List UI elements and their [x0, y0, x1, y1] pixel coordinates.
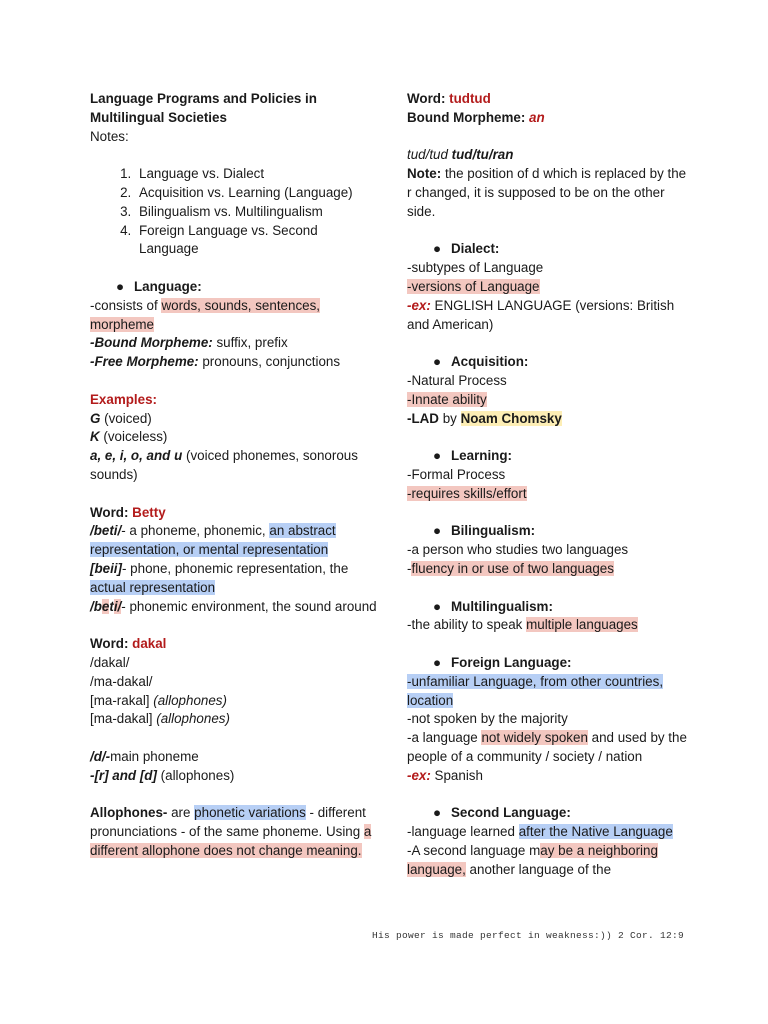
bullet-icon: ● — [433, 805, 442, 821]
acquisition-heading: ● Acquisition: — [407, 353, 687, 372]
language-heading: ● Language: — [90, 278, 380, 297]
dakal-form: /ma-dakal/ — [90, 673, 153, 689]
foreign-line: -a language not widely spoken and used by the people of a community / society / nation — [407, 730, 687, 764]
list-item: 4. Foreign Language vs. Second Language — [135, 222, 380, 260]
highlight: e — [101, 598, 110, 614]
main-phoneme-line: /d/-main phoneme — [90, 748, 199, 764]
highlight: ay be a neighboring language, — [407, 842, 658, 877]
example-k: K (voiceless) — [90, 429, 168, 445]
highlight: after the Native Language — [518, 824, 673, 840]
highlight: -versions of Language — [407, 278, 540, 294]
bilingualism-line: -fluency in or use of two languages — [407, 560, 614, 576]
dialect-heading: ● Dialect: — [407, 240, 687, 259]
highlight: multiple languages — [526, 617, 638, 633]
document-title-line2: Multilingual Societies — [90, 109, 227, 125]
beii-line: [beii]- phone, phonemic representation, the actual representation — [90, 560, 349, 595]
second-line: -language learned after the Native Language — [407, 824, 673, 840]
beti-line: /beti/- a phoneme, phonemic, an abstract representation, or mental representation — [90, 523, 336, 558]
free-morpheme-line: -Free Morpheme: pronouns, conjunctions — [90, 354, 341, 370]
example-vowels: a, e, i, o, and u (voiced phonemes, sonorous sounds) — [90, 448, 358, 482]
highlight: fluency in or use of two languages — [411, 560, 614, 576]
notes-label: Notes: — [90, 128, 129, 144]
highlight: a different allophone does not change meaning. — [90, 824, 372, 858]
bullet-icon: ● — [433, 654, 442, 670]
consists-line: -consists of words, sounds, sentences, morpheme — [90, 297, 320, 332]
right-column — [407, 90, 687, 879]
highlight: Noam Chomsky — [460, 410, 562, 426]
left-column — [90, 90, 380, 861]
bullet-icon: ● — [433, 523, 442, 539]
list-item: 1. Language vs. Dialect — [135, 165, 380, 184]
highlight: i/ — [113, 598, 122, 614]
dialect-line — [407, 278, 687, 297]
word-tudtud: Word: tudtud — [407, 91, 491, 106]
dakal-form: /dakal/ — [90, 654, 130, 670]
highlight: an abstract representation, or mental representation — [90, 523, 336, 558]
bound-morpheme-line: -Bound Morpheme: suffix, prefix — [90, 335, 288, 351]
tudtud-line: tud/tud tud/tu/ran — [407, 147, 514, 163]
bullet-icon: ● — [433, 448, 442, 464]
allophones-definition: Allophones- are phonetic variations - different pronunciations - of the same phoneme. Using a different allophone does not change meaning. — [90, 805, 372, 858]
r-d-line: -[r] and [d] (allophones) — [90, 767, 235, 783]
bilingualism-line: -a person who studies two languages — [407, 542, 629, 558]
environment-line: /beti/- phonemic environment, the sound around — [90, 598, 377, 614]
bound-morpheme-an: Bound Morpheme: an — [407, 109, 545, 125]
highlight: actual representation — [90, 579, 216, 595]
dialect-line: -subtypes of Language — [407, 260, 544, 276]
list-item: 3. Bilingualism vs. Multilingualism — [135, 203, 380, 222]
dialect-example: -ex: ENGLISH LANGUAGE (versions: British and American) — [407, 297, 675, 332]
second-line: -A second language may be a neighboring language, another language of the — [407, 842, 658, 877]
bullet-icon: ● — [433, 354, 442, 370]
bullet-icon: ● — [433, 598, 442, 614]
word-betty: Word: Betty — [90, 504, 166, 520]
highlight: phonetic variations — [194, 805, 306, 821]
word-dakal: Word: dakal — [90, 636, 167, 652]
note-line: Note: the position of d which is replaced by the r changed, it is supposed to be on the other side. — [407, 166, 687, 219]
second-language-heading: ● Second Language: — [407, 804, 687, 823]
multilingualism-heading: ● Multilingualism: — [407, 598, 687, 617]
lad-line: -LAD by Noam Chomsky — [407, 410, 562, 426]
examples-label: Examples: — [90, 391, 157, 407]
allophone-line: [ma-rakal] (allophones) — [90, 692, 227, 708]
acquisition-line: -Natural Process — [407, 372, 507, 388]
highlight: not widely spoken — [481, 730, 588, 746]
footer-quote: His power is made perfect in weakness:)) 2 Cor. 12:9 — [371, 930, 684, 941]
bilingualism-heading: ● Bilingualism: — [407, 522, 687, 541]
highlight: -unfamiliar Language, from other countries, location — [407, 673, 664, 708]
learning-heading: ● Learning: — [407, 447, 687, 466]
example-g: G (voiced) — [90, 410, 152, 426]
document-title: Language Programs and Policies in — [90, 91, 317, 106]
allophone-line: [ma-dakal] (allophones) — [90, 711, 230, 727]
acquisition-line — [407, 391, 687, 410]
list-item: 2. Acquisition vs. Learning (Language) — [135, 184, 380, 203]
highlight: words, sounds, sentences, morpheme — [90, 297, 320, 332]
foreign-line: -not spoken by the majority — [407, 711, 568, 727]
bullet-icon: ● — [433, 241, 442, 257]
highlight: -requires skills/effort — [407, 485, 527, 501]
foreign-line — [407, 673, 687, 711]
notes-list — [90, 165, 380, 259]
learning-line: -Formal Process — [407, 466, 506, 482]
highlight: -Innate ability — [407, 391, 487, 407]
multilingualism-line: -the ability to speak multiple languages — [407, 617, 638, 633]
learning-line — [407, 485, 687, 504]
foreign-example: -ex: Spanish — [407, 767, 483, 783]
bullet-icon: ● — [116, 278, 125, 294]
foreign-language-heading: ● Foreign Language: — [407, 654, 687, 673]
